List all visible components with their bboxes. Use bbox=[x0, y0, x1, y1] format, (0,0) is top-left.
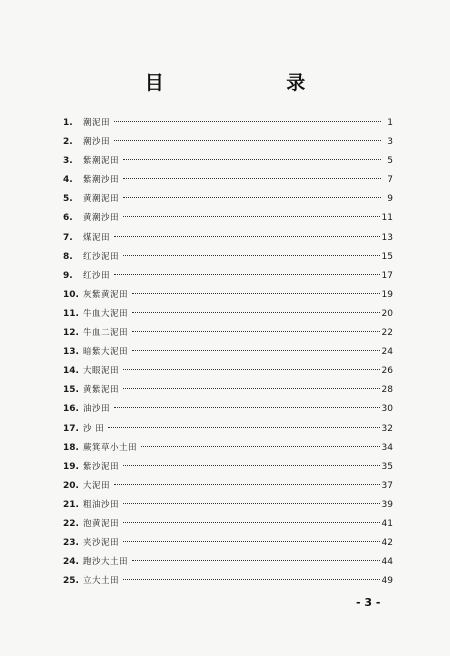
toc-entry-7 bbox=[63, 229, 393, 248]
toc-entry-page: 19 bbox=[381, 289, 393, 300]
toc-entry-title: 泡黄泥田 bbox=[83, 518, 120, 529]
dot-leader bbox=[123, 159, 381, 160]
toc-entry-page: 20 bbox=[381, 308, 393, 319]
toc-entry-number: 23. bbox=[63, 538, 79, 549]
dot-leader bbox=[114, 484, 380, 485]
toc-entry-number: 10. bbox=[63, 289, 79, 300]
toc-entry-page: 9 bbox=[387, 194, 393, 205]
dot-leader bbox=[132, 350, 380, 351]
toc-entry-title: 潮泥田 bbox=[83, 118, 111, 128]
toc-entry-number: 25. bbox=[63, 576, 79, 587]
toc-entry-number: 14. bbox=[63, 366, 79, 377]
toc-entry-title: 紫潮沙田 bbox=[83, 175, 120, 186]
toc-entry-4 bbox=[63, 171, 393, 190]
toc-entry-number: 17. bbox=[63, 423, 79, 434]
toc-entry-number: 13. bbox=[63, 347, 79, 358]
toc-entry-page: 3 bbox=[387, 137, 393, 148]
toc-entry-title: 紫潮泥田 bbox=[83, 156, 120, 167]
dot-leader bbox=[114, 274, 380, 275]
toc-entry-title: 牛血二泥田 bbox=[83, 328, 129, 339]
dot-leader bbox=[123, 503, 380, 504]
page-number: - 3 - bbox=[356, 596, 381, 609]
toc-entry-23 bbox=[63, 534, 393, 553]
dot-leader bbox=[132, 312, 380, 313]
toc-entry-title: 牛血大泥田 bbox=[83, 308, 129, 319]
toc-entry-20 bbox=[63, 477, 393, 496]
toc-entry-title: 红沙泥田 bbox=[83, 251, 120, 262]
toc-entry-9 bbox=[63, 267, 393, 286]
dot-leader bbox=[132, 331, 380, 332]
toc-entry-title: 粗油沙田 bbox=[83, 499, 120, 510]
dot-leader bbox=[123, 216, 380, 217]
toc-entry-title: 大泥田 bbox=[83, 480, 111, 491]
toc-entry-page: 49 bbox=[381, 576, 393, 587]
toc-entry-page: 30 bbox=[381, 404, 393, 415]
toc-entry-number: 3. bbox=[63, 156, 73, 167]
toc-entry-page: 24 bbox=[381, 347, 393, 358]
toc-entry-number: 18. bbox=[63, 442, 79, 453]
toc-entry-10 bbox=[63, 286, 393, 305]
dot-leader bbox=[132, 560, 380, 561]
dot-leader bbox=[123, 579, 380, 580]
toc-entry-title: 沙 田 bbox=[83, 423, 105, 434]
toc-entry-page: 44 bbox=[381, 557, 393, 568]
toc-entry-number: 6. bbox=[63, 213, 73, 224]
toc-entry-number: 16. bbox=[63, 404, 79, 415]
dot-leader bbox=[132, 293, 380, 294]
toc-entry-8 bbox=[63, 248, 393, 267]
toc-entry-13 bbox=[63, 343, 393, 362]
toc-entry-title: 黄潮泥田 bbox=[83, 194, 120, 205]
toc-entry-title: 灰紫黄泥田 bbox=[83, 289, 129, 300]
dot-leader bbox=[123, 541, 380, 542]
toc-entry-12 bbox=[63, 324, 393, 343]
toc-entry-title: 黄紫泥田 bbox=[83, 385, 120, 396]
dot-leader bbox=[123, 369, 380, 370]
toc-entry-21 bbox=[63, 496, 393, 515]
toc-entry-number: 12. bbox=[63, 328, 79, 339]
toc-entry-16 bbox=[63, 400, 393, 419]
page-title: 目 录 bbox=[144, 72, 364, 94]
toc-entry-6 bbox=[63, 209, 393, 228]
dot-leader bbox=[141, 446, 380, 447]
toc-entry-title: 红沙田 bbox=[83, 270, 111, 281]
toc-entry-title: 潮沙田 bbox=[83, 137, 111, 148]
dot-leader bbox=[123, 197, 381, 198]
dot-leader bbox=[114, 236, 380, 237]
toc-entry-title: 油沙田 bbox=[83, 404, 111, 415]
toc-entry-title: 夹沙泥田 bbox=[83, 538, 120, 549]
toc-entry-3 bbox=[63, 152, 393, 171]
dot-leader bbox=[108, 427, 379, 428]
toc-entry-14 bbox=[63, 362, 393, 381]
toc-entry-25 bbox=[63, 572, 393, 591]
table-of-contents bbox=[63, 114, 393, 591]
toc-entry-title: 煤泥田 bbox=[83, 232, 111, 243]
dot-leader bbox=[123, 255, 380, 256]
toc-entry-number: 21. bbox=[63, 499, 79, 510]
toc-entry-number: 24. bbox=[63, 557, 79, 568]
toc-entry-11 bbox=[63, 305, 393, 324]
toc-entry-page: 32 bbox=[381, 423, 393, 434]
dot-leader bbox=[123, 388, 380, 389]
toc-entry-page: 41 bbox=[381, 518, 393, 529]
toc-entry-page: 26 bbox=[381, 366, 393, 377]
toc-entry-page: 28 bbox=[381, 385, 393, 396]
toc-entry-page: 7 bbox=[387, 175, 393, 186]
dot-leader bbox=[123, 178, 381, 179]
dot-leader bbox=[123, 465, 380, 466]
toc-entry-17 bbox=[63, 420, 393, 439]
toc-entry-page: 1 bbox=[387, 118, 393, 128]
toc-entry-number: 15. bbox=[63, 385, 79, 396]
toc-entry-page: 5 bbox=[387, 156, 393, 167]
toc-entry-title: 紫沙泥田 bbox=[83, 461, 120, 472]
toc-entry-page: 34 bbox=[381, 442, 393, 453]
dot-leader bbox=[123, 522, 380, 523]
toc-entry-page: 42 bbox=[381, 538, 393, 549]
toc-entry-2 bbox=[63, 133, 393, 152]
toc-entry-title: 暗紫大泥田 bbox=[83, 347, 129, 358]
toc-entry-18 bbox=[63, 439, 393, 458]
toc-entry-number: 2. bbox=[63, 137, 73, 148]
toc-entry-title: 蕨箕草小土田 bbox=[83, 442, 138, 453]
toc-entry-15 bbox=[63, 381, 393, 400]
toc-entry-page: 39 bbox=[381, 499, 393, 510]
toc-entry-page: 37 bbox=[381, 480, 393, 491]
toc-entry-number: 19. bbox=[63, 461, 79, 472]
toc-entry-19 bbox=[63, 458, 393, 477]
toc-entry-page: 11 bbox=[381, 213, 393, 224]
toc-entry-number: 5. bbox=[63, 194, 73, 205]
toc-entry-page: 17 bbox=[381, 270, 393, 281]
toc-entry-page: 15 bbox=[381, 251, 393, 262]
toc-entry-title: 跑沙大土田 bbox=[83, 557, 129, 568]
dot-leader bbox=[114, 407, 380, 408]
toc-entry-number: 22. bbox=[63, 518, 79, 529]
toc-entry-number: 4. bbox=[63, 175, 73, 186]
toc-entry-number: 7. bbox=[63, 232, 73, 243]
toc-entry-22 bbox=[63, 515, 393, 534]
toc-entry-number: 1. bbox=[63, 118, 73, 128]
toc-entry-1 bbox=[63, 114, 393, 133]
toc-entry-title: 黄潮沙田 bbox=[83, 213, 120, 224]
toc-entry-page: 13 bbox=[381, 232, 393, 243]
toc-entry-24 bbox=[63, 553, 393, 572]
toc-entry-number: 20. bbox=[63, 480, 79, 491]
toc-entry-title: 大眼泥田 bbox=[83, 366, 120, 377]
toc-entry-page: 35 bbox=[381, 461, 393, 472]
toc-entry-number: 8. bbox=[63, 251, 73, 262]
dot-leader bbox=[114, 121, 381, 122]
toc-entry-title: 立大土田 bbox=[83, 576, 120, 587]
toc-entry-5 bbox=[63, 190, 393, 209]
toc-entry-page: 22 bbox=[381, 328, 393, 339]
toc-entry-number: 9. bbox=[63, 270, 73, 281]
toc-entry-number: 11. bbox=[63, 308, 79, 319]
dot-leader bbox=[114, 140, 381, 141]
